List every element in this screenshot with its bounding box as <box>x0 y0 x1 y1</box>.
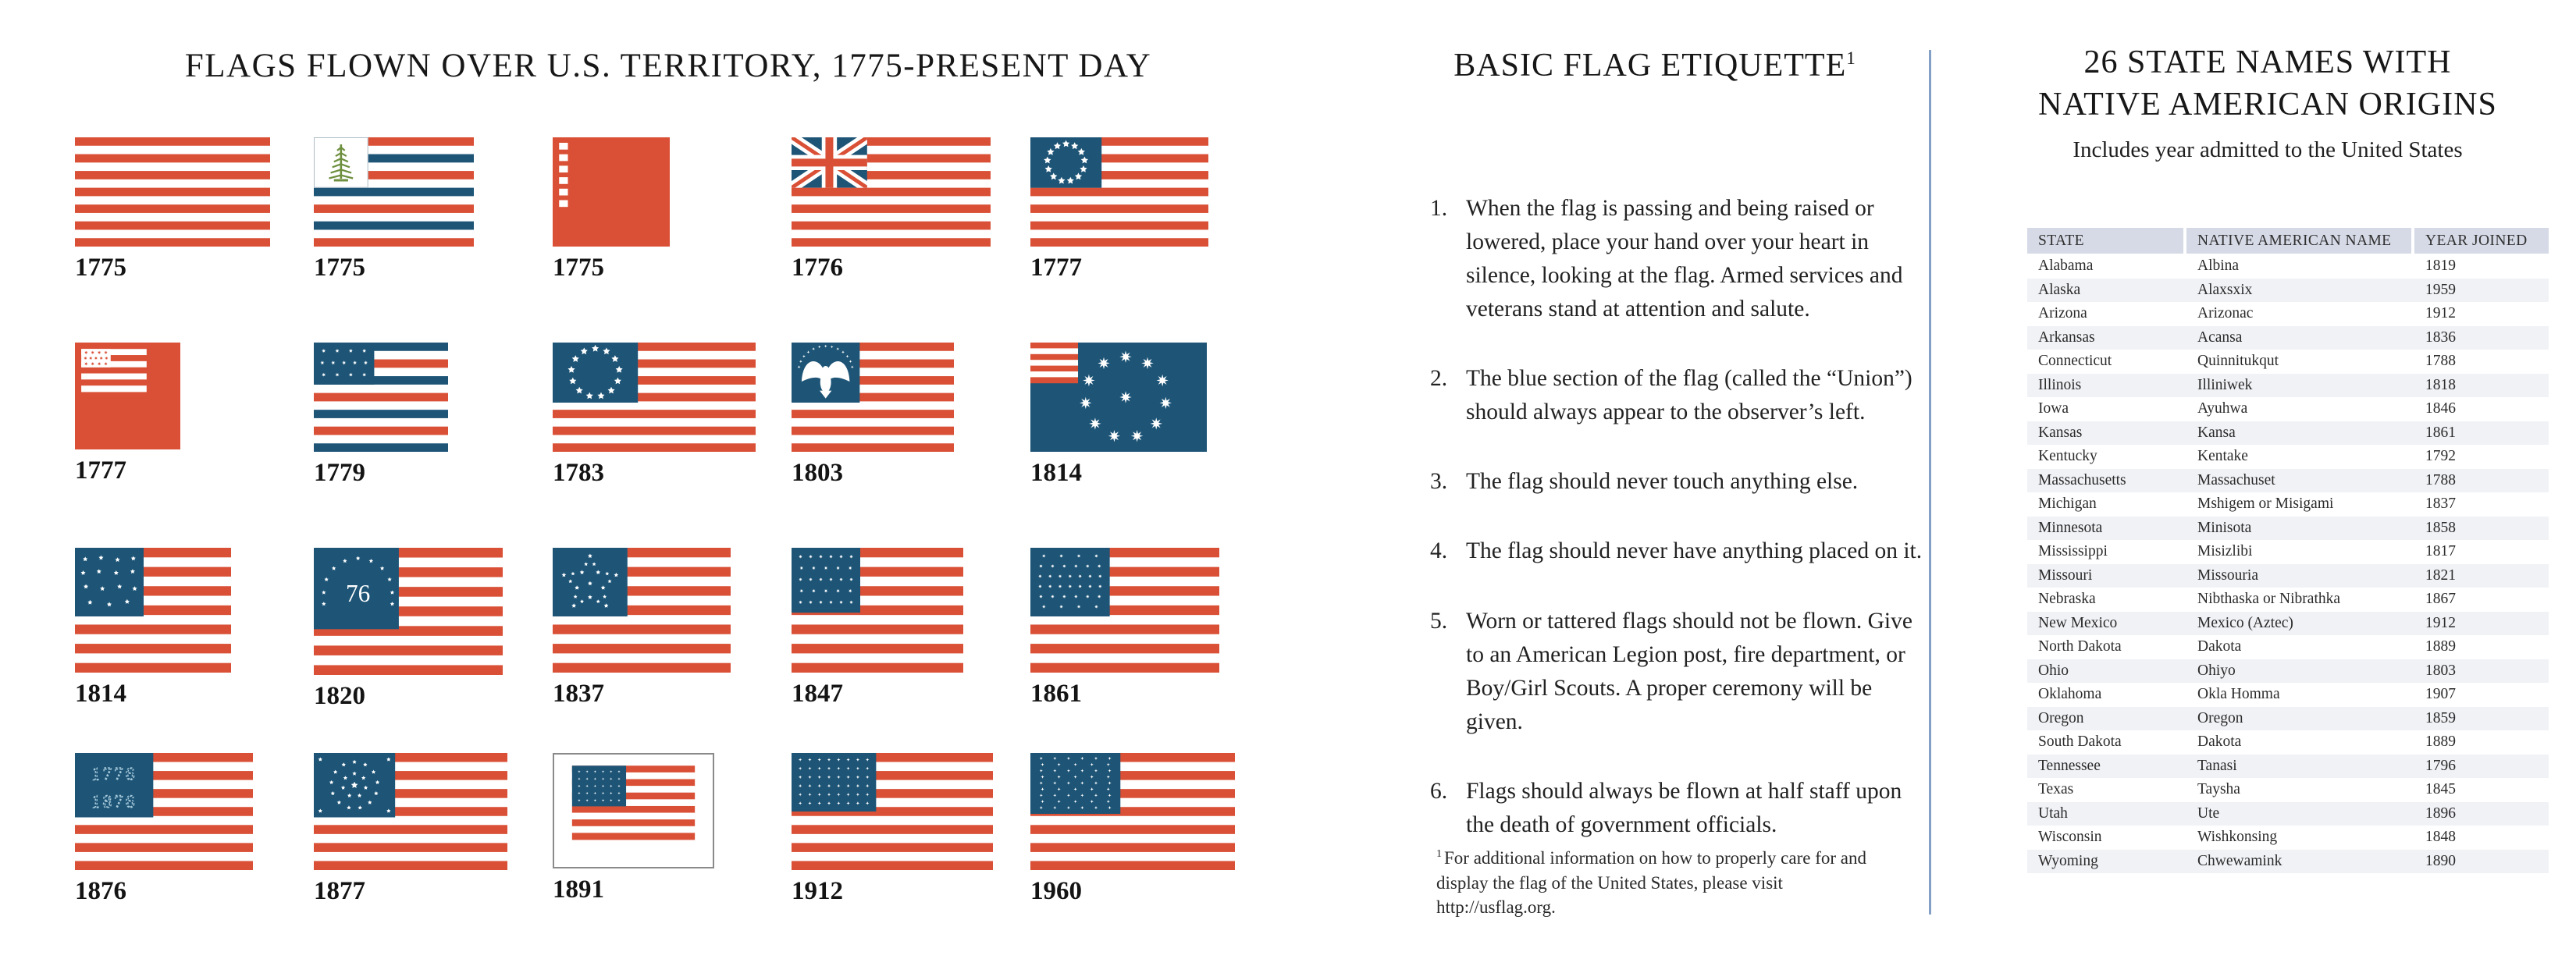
flag-year-label: 1775 <box>75 254 126 282</box>
state-name: Alaska <box>2038 281 2081 298</box>
native-name: Okla Homma <box>2197 686 2280 703</box>
etiquette-item-number: 3. <box>1430 469 1448 495</box>
flag-rows_sm-icon <box>792 548 1030 673</box>
flag-year-label: 1777 <box>1030 254 1082 282</box>
flag-cell <box>75 548 314 753</box>
native-name: Dakota <box>2197 733 2242 751</box>
table-row <box>2027 730 2549 755</box>
states-table <box>2027 228 2549 873</box>
table-row <box>2027 517 2549 541</box>
etiquette-title-text: BASIC FLAG ETIQUETTE <box>1453 48 1847 83</box>
year-joined: 1861 <box>2425 424 2456 441</box>
native-name: Acansa <box>2197 329 2243 346</box>
flag-cell <box>792 343 1030 548</box>
native-name: Taysha <box>2197 781 2240 798</box>
etiquette-item-text: Worn or tattered flags should not be flown. Give to an American Legion post, fire department, or Boy/Girl Scouts. A proper ceremony will be given. <box>1466 608 1912 734</box>
year-joined: 1848 <box>2425 829 2456 846</box>
etiquette-item-number: 5. <box>1430 608 1448 634</box>
year-joined: 1803 <box>2425 662 2456 679</box>
flag-cell <box>553 548 792 753</box>
flag-card1891-icon <box>553 753 792 868</box>
etiquette-item-number: 2. <box>1430 366 1448 392</box>
flag-medallion-icon <box>314 753 553 870</box>
year-joined: 1867 <box>2425 591 2456 608</box>
state-name: Texas <box>2038 781 2074 798</box>
year-joined: 1845 <box>2425 781 2456 798</box>
flag-year-label: 1779 <box>314 459 365 487</box>
year-joined: 1858 <box>2425 519 2456 536</box>
etiquette-title-footnote-marker: 1 <box>1846 48 1856 68</box>
state-name: Wyoming <box>2038 852 2098 869</box>
table-row <box>2027 564 2549 588</box>
year-joined: 1912 <box>2425 305 2456 322</box>
state-name: Nebraska <box>2038 591 2096 608</box>
states-subtitle: Includes year admitted to the United States <box>2073 137 2463 162</box>
year-joined: 1788 <box>2425 353 2456 370</box>
native-name: Minisota <box>2197 519 2252 536</box>
table-row <box>2027 350 2549 374</box>
year-joined: 1818 <box>2425 376 2456 393</box>
year-joined: 1836 <box>2425 329 2456 346</box>
flag-cell <box>1030 548 1269 753</box>
state-name: Iowa <box>2038 400 2069 417</box>
etiquette-item-text: The flag should never have anything placed on it. <box>1466 538 1923 564</box>
table-row <box>2027 755 2549 779</box>
native-name: Nibthaska or Nibrathka <box>2197 591 2341 608</box>
table-row <box>2027 659 2549 684</box>
native-name: Misizlibi <box>2197 543 2253 560</box>
native-name: Chwewamink <box>2197 852 2282 869</box>
table-row <box>2027 469 2549 493</box>
state-name: Ohio <box>2038 662 2069 679</box>
table-row <box>2027 850 2549 874</box>
state-name: Wisconsin <box>2038 829 2102 846</box>
state-name: Massachusetts <box>2038 471 2126 488</box>
flag-serapis-icon <box>314 343 553 452</box>
section-divider <box>1929 50 1931 915</box>
states-header <box>1975 42 2560 163</box>
native-name: Oregon <box>2197 709 2243 726</box>
flag-cell <box>75 753 314 958</box>
flag-cell <box>1030 137 1269 343</box>
flag-cell <box>792 548 1030 753</box>
etiquette-title <box>1397 47 1912 84</box>
flags-section-title: FLAGS FLOWN OVER U.S. TERRITORY, 1775-PRESENT DAY <box>184 48 1152 84</box>
state-name: Kansas <box>2038 424 2083 441</box>
flag-eagle-icon <box>792 343 1030 452</box>
etiquette-item-text: The flag should never touch anything else. <box>1466 469 1859 495</box>
native-name: Quinnitukqut <box>2197 353 2279 370</box>
states-table-body <box>2027 254 2549 873</box>
native-name: Dakota <box>2197 638 2242 655</box>
flag-year-label: 1877 <box>314 877 365 905</box>
etiquette-item <box>1430 605 1934 739</box>
column-header-state: STATE <box>2027 228 2183 254</box>
flag-greatstar-icon <box>553 548 792 673</box>
etiquette-item <box>1430 362 1934 429</box>
table-row <box>2027 397 2549 421</box>
svg-text:1776: 1776 <box>91 763 137 784</box>
native-name: Kansa <box>2197 424 2236 441</box>
year-joined: 1889 <box>2425 733 2456 751</box>
flag-rows48-icon <box>792 753 1030 870</box>
flag-year-label: 1847 <box>792 680 843 708</box>
year-joined: 1912 <box>2425 614 2456 631</box>
etiquette-item <box>1430 775 1934 842</box>
etiquette-item-number: 1. <box>1430 196 1448 221</box>
native-name: Massachuset <box>2197 471 2275 488</box>
table-row <box>2027 683 2549 707</box>
flag-cell <box>1030 753 1269 958</box>
table-row <box>2027 492 2549 517</box>
state-name: Illinois <box>2038 376 2082 393</box>
etiquette-item-text: The blue section of the flag (called the “Union”) should always appear to the observer’s left. <box>1466 366 1912 425</box>
flag-year-label: 1960 <box>1030 877 1082 905</box>
flag-pine-icon <box>314 137 553 247</box>
state-name: New Mexico <box>2038 614 2118 631</box>
native-name: Tanasi <box>2197 757 2237 774</box>
flag-grandunion-icon <box>792 137 1030 247</box>
etiquette-item-number: 4. <box>1430 538 1448 564</box>
states-table-header <box>2027 228 2549 254</box>
native-name: Kentake <box>2197 448 2248 465</box>
state-name: Tennessee <box>2038 757 2101 774</box>
footnote <box>1436 846 1873 920</box>
native-name: Alaxsxix <box>2197 281 2253 298</box>
flag-bennington-icon <box>314 548 553 675</box>
states-title-line1: 26 STATE NAMES WITH <box>2083 44 2452 80</box>
state-name: Utah <box>2038 804 2068 822</box>
year-joined: 1837 <box>2425 495 2456 513</box>
table-row <box>2027 540 2549 564</box>
table-row <box>2027 421 2549 446</box>
year-joined: 1889 <box>2425 638 2456 655</box>
flag-scatter15-icon <box>75 548 314 673</box>
year-joined: 1896 <box>2425 804 2456 822</box>
states-title-line2: NATIVE AMERICAN ORIGINS <box>2038 86 2497 123</box>
state-name: Arizona <box>2038 305 2087 322</box>
flag-cell <box>1030 343 1269 548</box>
flag-betsy-icon <box>1030 137 1269 247</box>
flag-year-label: 1775 <box>553 254 604 282</box>
etiquette-item-text: Flags should always be flown at half staff upon the death of government officials. <box>1466 778 1902 837</box>
state-name: Alabama <box>2038 257 2094 275</box>
year-joined: 1796 <box>2425 757 2456 774</box>
flag-cell <box>314 548 553 753</box>
year-joined: 1859 <box>2425 709 2456 726</box>
native-name: Ute <box>2197 804 2220 822</box>
flag-cell <box>75 137 314 343</box>
flag-year-label: 1891 <box>553 875 604 904</box>
etiquette-item <box>1430 465 1934 499</box>
table-row <box>2027 279 2549 303</box>
flag-year-label: 1820 <box>314 682 365 710</box>
flag-year-label: 1783 <box>553 459 604 487</box>
etiquette-item-text: When the flag is passing and being raised or lowered, place your hand over your heart in silence, looking at the flag. Armed services and veterans stand at attention and salute. <box>1466 196 1903 322</box>
table-row <box>2027 326 2549 350</box>
svg-text:1876: 1876 <box>91 791 137 812</box>
native-name: Ayuhwa <box>2197 400 2248 417</box>
flag-cell <box>553 137 792 343</box>
flag-redmini-icon <box>75 343 314 449</box>
state-name: Michigan <box>2038 495 2097 513</box>
native-name: Arizonac <box>2197 305 2254 322</box>
svg-text:76: 76 <box>345 579 371 607</box>
flag-bluefield-icon <box>1030 343 1269 452</box>
table-row <box>2027 778 2549 802</box>
table-row <box>2027 826 2549 850</box>
state-name: Mississippi <box>2038 543 2108 560</box>
state-name: Oklahoma <box>2038 686 2102 703</box>
table-row <box>2027 254 2549 279</box>
table-row <box>2027 374 2549 398</box>
etiquette-item <box>1430 534 1934 568</box>
year-joined: 1821 <box>2425 566 2456 584</box>
year-joined: 1819 <box>2425 257 2456 275</box>
native-name: Mshigem or Misigami <box>2197 495 2334 513</box>
flag-cell <box>553 753 792 958</box>
native-name: Ohiyo <box>2197 662 2236 679</box>
flag-cell <box>314 343 553 548</box>
state-name: Oregon <box>2038 709 2084 726</box>
state-name: Connecticut <box>2038 353 2112 370</box>
flag-year-label: 1814 <box>75 680 126 708</box>
etiquette-list <box>1430 192 1934 878</box>
year-joined: 1817 <box>2425 543 2456 560</box>
table-row <box>2027 302 2549 326</box>
native-name: Wishkonsing <box>2197 829 2278 846</box>
flag-year-label: 1775 <box>314 254 365 282</box>
column-header-year-joined: YEAR JOINED <box>2414 228 2549 254</box>
state-name: North Dakota <box>2038 638 2122 655</box>
flag-cell <box>314 137 553 343</box>
flag-diamond-icon <box>1030 548 1269 673</box>
flag-year-label: 1776 <box>792 254 843 282</box>
year-joined: 1846 <box>2425 400 2456 417</box>
table-row <box>2027 588 2549 612</box>
year-joined: 1890 <box>2425 852 2456 869</box>
state-name: Kentucky <box>2038 448 2097 465</box>
table-row <box>2027 707 2549 731</box>
flag-year-label: 1803 <box>792 459 843 487</box>
table-row <box>2027 612 2549 636</box>
flag-cell <box>792 753 1030 958</box>
flag-stripes13-icon <box>75 137 314 247</box>
flag-rows50-icon <box>1030 753 1269 870</box>
year-joined: 1792 <box>2425 448 2456 465</box>
year-joined: 1959 <box>2425 281 2456 298</box>
column-header-native-name: NATIVE AMERICAN NAME <box>2186 228 2411 254</box>
native-name: Albina <box>2197 257 2240 275</box>
table-row <box>2027 802 2549 826</box>
year-joined: 1907 <box>2425 686 2456 703</box>
flag-cell <box>75 343 314 548</box>
footnote-marker: 1 <box>1436 848 1442 861</box>
state-name: Arkansas <box>2038 329 2095 346</box>
flag-year-label: 1912 <box>792 877 843 905</box>
flag-year-label: 1876 <box>75 877 126 905</box>
state-name: Missouri <box>2038 566 2093 584</box>
etiquette-item-number: 6. <box>1430 778 1448 804</box>
flag-cell <box>792 137 1030 343</box>
native-name: Missouria <box>2197 566 2258 584</box>
state-name: South Dakota <box>2038 733 2122 751</box>
flag-circle13-icon <box>553 343 792 452</box>
table-row <box>2027 445 2549 469</box>
year-joined: 1788 <box>2425 471 2456 488</box>
states-title <box>1975 42 2560 126</box>
footnote-text: For additional information on how to properly care for and display the flag of the United States, please visit http://usflag.org. <box>1436 848 1866 918</box>
flag-year-label: 1837 <box>553 680 604 708</box>
flag-cell <box>314 753 553 958</box>
flag-redhoist-icon <box>553 137 792 247</box>
state-name: Minnesota <box>2038 519 2103 536</box>
flag-dates-icon <box>75 753 314 870</box>
flag-year-label: 1814 <box>1030 459 1082 487</box>
native-name: Illiniwek <box>2197 376 2253 393</box>
flag-cell <box>553 343 792 548</box>
etiquette-item <box>1430 192 1934 326</box>
flag-year-label: 1861 <box>1030 680 1082 708</box>
table-row <box>2027 635 2549 659</box>
native-name: Mexico (Aztec) <box>2197 614 2293 631</box>
flags-grid <box>75 137 1269 958</box>
flag-year-label: 1777 <box>75 456 126 485</box>
